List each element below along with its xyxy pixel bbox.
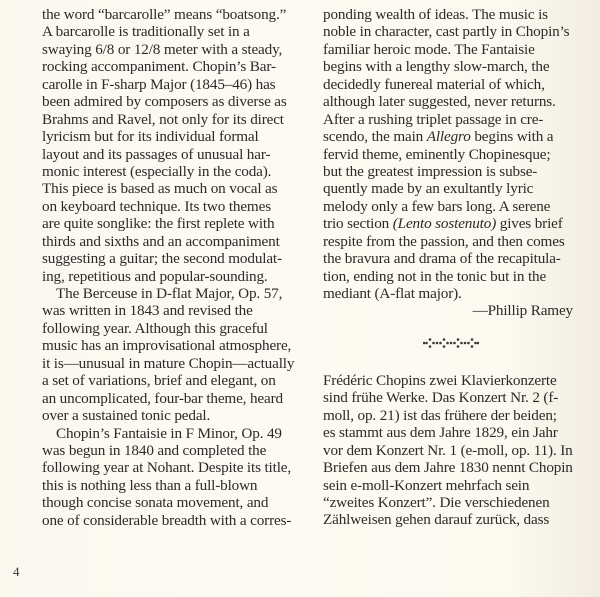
ornament-dot	[464, 342, 467, 345]
text-line: music has an improvisational atmosphere,	[42, 337, 292, 355]
text-line: on keyboard technique. Its two themes	[42, 197, 271, 215]
text-segment: scendo, the main	[323, 128, 427, 146]
text-line: the word “barcarolle” means “boatsong.”	[42, 6, 287, 23]
text-line: noble in character, cast partly in Chopin’s	[323, 23, 570, 41]
paragraph-start-fantaisie: Chopin’s Fantaisie in F Minor, Op. 49	[56, 424, 282, 442]
text-line-german: sein e-moll-Konzert mehrfach sein	[323, 476, 530, 494]
text-line: respite from the passion, and then comes	[323, 232, 565, 250]
text-line: lyricism but for its individual formal	[42, 128, 259, 146]
text-line: was begun in 1840 and completed the	[42, 441, 267, 459]
ornament-dot	[467, 342, 470, 345]
author-signature: —Phillip Ramey	[472, 302, 573, 320]
text-segment: trio section	[323, 215, 393, 233]
text-segment: gives brief	[496, 215, 563, 233]
text-line: A barcarolle is traditionally set in a	[42, 23, 250, 41]
paragraph-start-berceuse: The Berceuse in D-flat Major, Op. 57,	[56, 285, 283, 302]
right-column	[323, 6, 583, 529]
ornament-dot	[477, 342, 479, 345]
ornament-dot	[425, 342, 428, 345]
text-line: swaying 6/8 or 12/8 meter with a steady,	[42, 40, 283, 58]
text-line-german: “zweites Konzert”. Die verschiedenen	[323, 493, 550, 511]
ornament-dot	[429, 345, 432, 348]
text-line: familiar heroic mode. The Fantaisie	[323, 40, 535, 58]
tempo-marking-allegro: Allegro	[426, 128, 471, 146]
ornament-dot	[457, 338, 460, 341]
tempo-marking-lento: (Lento sostenuto)	[392, 215, 497, 233]
text-line: monic interest (especially in the coda).	[42, 162, 272, 180]
text-line: This piece is based as much on vocal as	[42, 180, 278, 198]
text-line: decidedly funereal material of which,	[323, 75, 545, 93]
text-line: following year. Although this graceful	[42, 319, 268, 337]
text-line-german: moll, op. 21) ist das frühere der beiden;	[323, 406, 557, 424]
text-line: tion, ending not in the tonic but in the	[323, 267, 547, 285]
ornament-dot	[436, 342, 439, 345]
text-line: carolle in F-sharp Major (1845–46) has	[42, 75, 276, 93]
text-line: though concise sonata movement, and	[42, 494, 269, 512]
text-line-german: Briefen aus dem Jahre 1830 nennt Chopin	[323, 459, 573, 477]
ornament-dot	[474, 342, 477, 345]
text-line: an uncomplicated, four-bar theme, heard	[42, 389, 283, 407]
ornament-dot	[429, 338, 432, 341]
ornament-dot	[453, 342, 456, 345]
text-line: mediant (A-flat major).	[323, 285, 462, 302]
ornament-dot	[446, 342, 449, 345]
text-line: a set of variations, brief and elegant, on	[42, 372, 276, 390]
text-line: following year at Nohant. Despite its title,	[42, 459, 291, 477]
text-line-german: sind frühe Werke. Das Konzert Nr. 2 (f-	[323, 389, 559, 407]
text-segment: begins with a	[470, 128, 554, 146]
text-line: Brahms and Ravel, not only for its direct	[42, 110, 284, 128]
ornament-dot	[443, 345, 446, 348]
section-divider	[323, 320, 583, 372]
text-line: fervid theme, eminently Chopinesque;	[323, 145, 551, 163]
text-line: it is—unusual in mature Chopin—actually	[42, 354, 295, 372]
ornament-dot	[457, 345, 460, 348]
left-column	[42, 6, 302, 529]
ornament-dot	[432, 342, 435, 345]
text-line: been admired by composers as diverse as	[42, 93, 287, 111]
ornament-dot	[443, 338, 446, 341]
text-line: melody only a few bars long. A serene	[323, 197, 551, 215]
ornament-dot	[450, 342, 453, 345]
page-number: 4	[13, 564, 20, 579]
text-line: one of considerable breadth with a corres-	[42, 511, 292, 529]
text-line-german: Frédéric Chopins zwei Klavierkonzerte	[323, 371, 557, 389]
text-line-german: Zählweisen gehen darauf zurück, dass	[323, 511, 550, 529]
text-line-german: vor dem Konzert Nr. 1 (e-moll, op. 11). In	[323, 441, 573, 459]
ornament-dot	[460, 342, 463, 345]
text-line-allegro	[323, 128, 583, 145]
ornament-dot	[439, 342, 442, 345]
text-line: quently made by an exultantly lyric	[323, 180, 534, 198]
text-line: the bravura and drama of the recapitula-	[323, 250, 561, 268]
text-line-lento	[323, 215, 583, 232]
text-line: rocking accompaniment. Chopin’s Bar-	[42, 58, 276, 76]
text-line: although later suggested, never returns.	[323, 93, 556, 111]
text-line: ponding wealth of ideas. The music is	[323, 6, 548, 23]
ornament-dot	[471, 338, 474, 341]
text-line: but the greatest impression is subse-	[323, 162, 538, 180]
ornament-dot	[471, 345, 474, 348]
text-line: layout and its passages of unusual har-	[42, 145, 271, 163]
text-line: over a sustained tonic pedal.	[42, 407, 211, 425]
diamond-dot-ornament-icon	[423, 337, 479, 349]
text-line: begins with a lengthy slow-march, the	[323, 58, 550, 76]
text-line: ing, repetitious and popular-sounding.	[42, 267, 268, 285]
text-line-german: es stammt aus dem Jahre 1829, ein Jahr	[323, 424, 558, 442]
ornament-dot	[423, 342, 425, 345]
text-line: thirds and sixths and an accompaniment	[42, 232, 280, 250]
text-line: After a rushing triplet passage in cre-	[323, 110, 544, 128]
text-line: suggesting a guitar; the second modulat-	[42, 250, 282, 268]
text-line: are quite songlike: the first replete with	[42, 215, 275, 233]
text-line: was written in 1843 and revised the	[42, 302, 253, 320]
text-line: this is nothing less than a full-blown	[42, 476, 258, 494]
